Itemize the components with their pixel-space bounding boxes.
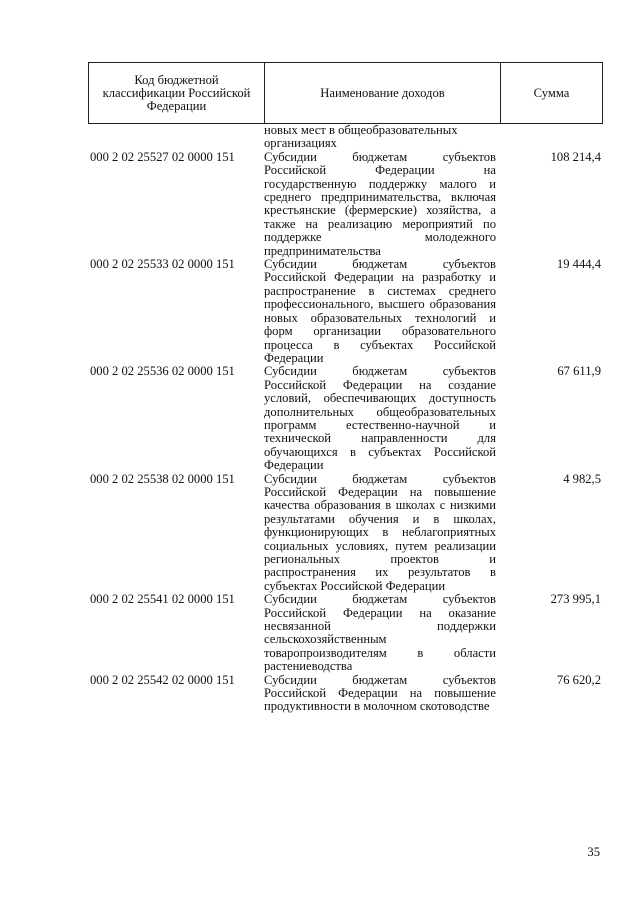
row-amount: 273 995,1 <box>550 592 601 607</box>
table-row <box>88 674 603 714</box>
row-code: 000 2 02 25533 02 0000 151 <box>90 257 235 272</box>
row-name: Субсидии бюджетам субъектов Российской Федерации на государственную поддержку малого и среднего предпринимательства, включая крестьянские (фермерские) хозяйства, а также на реализацию мероприятий по поддержке молодежного предпринимательства <box>264 149 496 258</box>
row-name: Субсидии бюджетам субъектов Российской Федерации на создание условий, обеспечивающих доступность дополнительных общеобразовательных программ естественно-научной и технической направленности для обучающихся в субъектах Российской Федерации <box>264 364 496 473</box>
page-number: 35 <box>587 845 600 859</box>
table-row <box>88 151 603 258</box>
row-amount: 108 214,4 <box>550 149 601 164</box>
row-code: 000 2 02 25536 02 0000 151 <box>90 364 235 379</box>
table-row <box>88 593 603 673</box>
table-header <box>88 62 603 124</box>
row-name: Субсидии бюджетам субъектов Российской Федерации на повышение качества образования в школах с низкими результатами обучения и в школах, функционирующих в неблагоприятных социальных условиях, путем реализации региональных проектов и распространения их результатов в субъектах Российской Федерации <box>264 471 496 593</box>
row-name: Субсидии бюджетам субъектов Российской Федерации на повышение продуктивности в молочном скотоводстве <box>264 672 496 714</box>
row-code: 000 2 02 25527 02 0000 151 <box>90 149 235 164</box>
row-amount: 19 444,4 <box>556 257 601 272</box>
header-sum-column: Сумма <box>533 85 570 100</box>
row-amount: 76 620,2 <box>556 672 601 687</box>
table-row <box>88 365 603 472</box>
row-amount: 4 982,5 <box>563 471 601 486</box>
header-code-column: Код бюджетной классификации Российской Федерации <box>89 63 265 123</box>
row-code: 000 2 02 25538 02 0000 151 <box>90 471 235 486</box>
row-name: Субсидии бюджетам субъектов Российской Федерации на разработку и распространение в системах среднего профессионального, высшего образования новых образовательных технологий и форм организации образовательного процесса в субъектах Российской Федерации <box>264 257 496 365</box>
header-name-column: Наименование доходов <box>265 63 501 123</box>
table-row <box>88 258 603 365</box>
row-name: Субсидии бюджетам субъектов Российской Федерации на оказание несвязанной поддержки сельскохозяйственным товаропроизводителям в области растениеводства <box>264 592 496 674</box>
row-code: 000 2 02 25542 02 0000 151 <box>90 672 235 687</box>
row-amount: 67 611,9 <box>557 364 601 379</box>
table-body <box>88 124 603 714</box>
row-code: 000 2 02 25541 02 0000 151 <box>90 592 235 607</box>
continuation-text: новых мест в общеобразовательных организациях <box>264 123 458 151</box>
table-row <box>88 473 603 594</box>
